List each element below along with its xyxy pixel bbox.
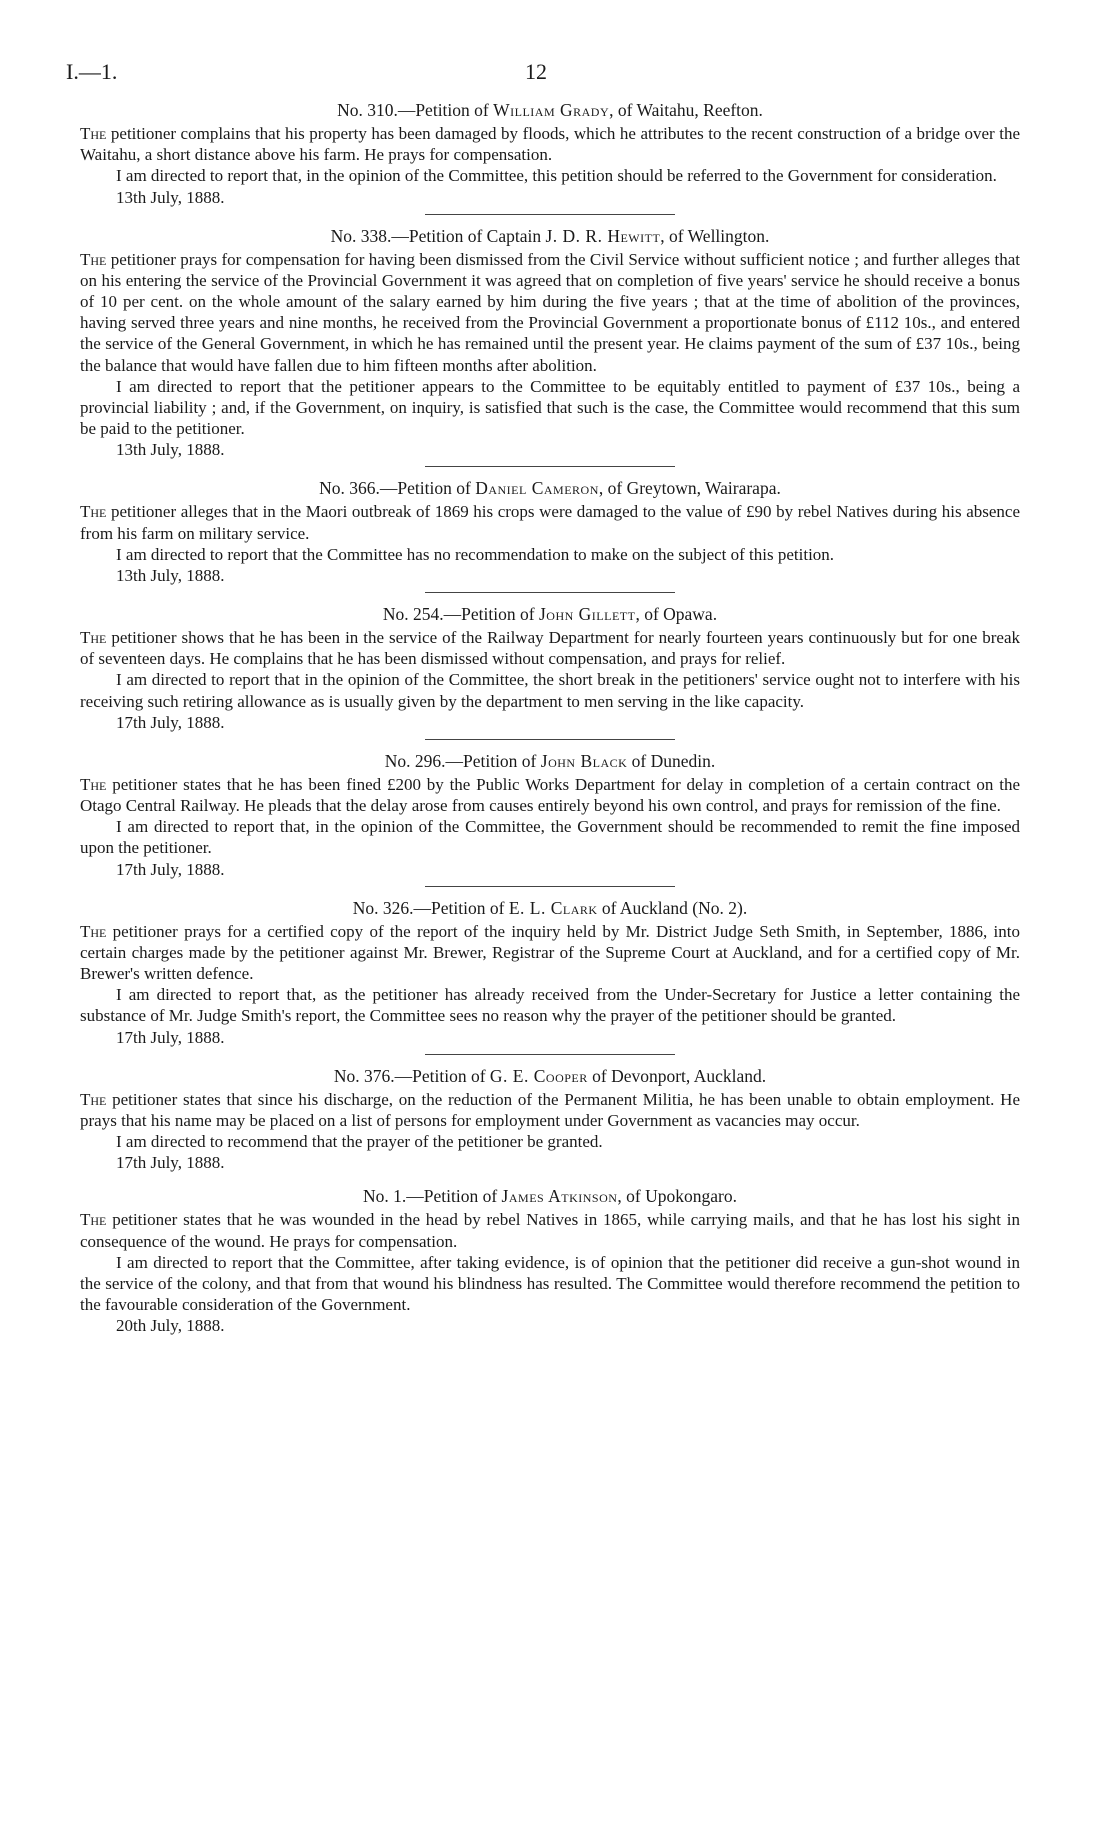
petition-title: [80, 477, 1020, 499]
petition-body-lead: The: [80, 1089, 107, 1109]
petitioner-name: Daniel Cameron: [475, 478, 599, 499]
petition-date: 20th July, 1888.: [116, 1316, 225, 1336]
petition-body-text: petitioner complains that his property has been damaged by floods, which he attributes to the recent construction of a bridge over the Waitahu, a short distance above his farm. He prays for compensation.: [80, 124, 1020, 165]
petition-296: [80, 750, 1020, 887]
petition-body-text: petitioner prays for a certified copy of the report of the inquiry held by Mr. District Judge Seth Smith, in September, 1886, into certain charges made by the petitioner against Mr. Brewer, Registrar of the Supreme Court at Auckland, and for a certified copy of Mr. Brewer's written defence.: [80, 921, 1020, 984]
petition-title: [80, 603, 1020, 625]
section-divider: [425, 1054, 675, 1055]
petition-body-lead: The: [80, 124, 107, 143]
petition-366: [80, 477, 1020, 593]
petition-title-suffix: , of Greytown, Wairarapa.: [598, 478, 781, 499]
petition-date: 17th July, 1888.: [116, 1153, 225, 1173]
section-divider: [425, 214, 675, 215]
petition-title-prefix: No. 366.—Petition of: [319, 478, 476, 499]
section-divider: [425, 886, 675, 887]
petitioner-name: John Gillett: [538, 604, 636, 625]
petition-title-suffix: , of Opawa.: [635, 604, 718, 625]
petitioner-name: G. E. Cooper: [489, 1065, 588, 1086]
petition-body-lead: The: [80, 628, 107, 648]
petition-title: [80, 225, 1020, 247]
committee-report: I am directed to report that the Committee, after taking evidence, is of opinion that the petitioner did receive a gun-shot wound in the service of the colony, and that from that wound his blindness has resulted. The Committee would therefore recommend the petition to the favourable consideration of the Government.: [80, 1252, 1020, 1315]
petition-254: [80, 603, 1020, 740]
petition-body-text: petitioner states that since his discharge, on the reduction of the Permanent Militia, he has been unable to obtain employment. He prays that his name may be placed on a list of persons for employment under Government as vacancies may occur.: [80, 1089, 1020, 1130]
petition-body: [80, 1209, 1020, 1251]
petition-date: 13th July, 1888.: [116, 566, 225, 586]
petition-body-lead: The: [80, 249, 107, 269]
section-divider: [425, 739, 675, 740]
petition-body: [80, 123, 1020, 165]
petition-body-lead: The: [80, 502, 107, 522]
petition-title-prefix: No. 254.—Petition of: [382, 604, 539, 625]
committee-report: I am directed to report that, in the opinion of the Committee, the Government should be recommended to remit the fine imposed upon the petitioner.: [80, 817, 1020, 858]
petition-body: [80, 249, 1020, 376]
petition-body-text: petitioner shows that he has been in the service of the Railway Department for nearly fourteen years continuously but for one break of seventeen days. He complains that he has been dismissed without compensation, and prays for relief.: [80, 628, 1020, 669]
committee-report: I am directed to report that, as the petitioner has already received from the Under-Secretary for Justice a letter containing the substance of Mr. Judge Smith's report, the Committee sees no reason why the prayer of the petitioner should be granted.: [80, 985, 1020, 1026]
petition-title: [80, 99, 1020, 121]
petitioner-name: William Grady: [493, 100, 610, 120]
petition-body-text: petitioner states that he has been fined £200 by the Public Works Department for delay in completion of a certain contract on the Otago Central Railway. He pleads that the delay arose from causes entirely beyond his own control, and prays for remission of the fine.: [80, 774, 1020, 816]
petition-title: [80, 750, 1020, 772]
petition-body-text: petitioner alleges that in the Maori outbreak of 1869 his crops were damaged to the value of £90 by rebel Natives during his absence from his farm on military service.: [80, 502, 1020, 543]
petition-326: [80, 897, 1020, 1055]
petition-body: [80, 921, 1020, 985]
petition-title: [80, 1065, 1020, 1087]
petition-title-prefix: No. 296.—Petition of: [384, 750, 541, 771]
petition-date: 13th July, 1888.: [116, 440, 225, 460]
petition-title-suffix: , of Waitahu, Reefton.: [609, 100, 763, 120]
petition-date: 17th July, 1888.: [116, 859, 225, 879]
committee-report: I am directed to report that, in the opinion of the Committee, this petition should be referred to the Government for consideration.: [116, 166, 997, 186]
petition-date: 13th July, 1888.: [116, 187, 225, 207]
petition-title-prefix: No. 1.—Petition of: [363, 1186, 502, 1207]
committee-report: I am directed to report that the petitioner appears to the Committee to be equitably entitled to payment of £37 10s., being a provincial liability ; and, if the Government, on inquiry, is satisfied that such is the case, the Committee would recommend that this sum be paid to the petitioner.: [80, 376, 1020, 439]
page-number: 12: [525, 59, 547, 84]
petition-body-lead: The: [80, 774, 107, 794]
document-reference: I.—1.: [66, 59, 118, 84]
section-divider: [425, 466, 675, 467]
petition-body: [80, 627, 1020, 669]
committee-report: I am directed to report that in the opinion of the Committee, the short break in the petitioners' service ought not to interfere with his receiving such retiring allowance as is usually given by the department to men serving in the like capacity.: [80, 670, 1020, 711]
petition-title: [80, 1185, 1020, 1207]
petitioner-name: John Black: [540, 750, 628, 771]
petition-date: 17th July, 1888.: [116, 1027, 225, 1047]
petition-title-prefix: No. 326.—Petition of: [352, 897, 509, 918]
petitioner-name: E. L. Clark: [508, 897, 598, 918]
petition-body-lead: The: [80, 1210, 107, 1230]
petition-title-suffix: of Devonport, Auckland.: [587, 1065, 767, 1086]
petition-title-suffix: , of Wellington.: [660, 225, 770, 246]
petition-1: [80, 1185, 1020, 1336]
petition-title-suffix: of Auckland (No. 2).: [597, 897, 748, 918]
document-page: [66, 55, 1020, 1336]
petition-title-suffix: of Dunedin.: [627, 750, 716, 771]
page-header: [66, 55, 1020, 93]
petitioner-name: James Atkinson: [501, 1186, 618, 1207]
petition-title-prefix: No. 376.—Petition of: [333, 1065, 490, 1086]
committee-report: I am directed to report that the Committee has no recommendation to make on the subject of this petition.: [116, 544, 835, 564]
petition-338: [80, 225, 1020, 468]
petition-376: [80, 1065, 1020, 1174]
petition-310: [80, 99, 1020, 215]
petitioner-name: J. D. R. Hewitt: [545, 225, 661, 246]
section-divider: [425, 592, 675, 593]
petition-body-lead: The: [80, 921, 107, 941]
petition-body-text: petitioner prays for compensation for having been dismissed from the Civil Service without sufficient notice ; and further alleges that on his entering the service of the Provincial Government it was agreed that on completion of five years' service he should receive a bonus of 10 per cent. on the whole amount of the salary earned by him during the five years ; that at the time of abolition of the provinces, having served three years and nine months, he received from the Provincial Government a proportionate bonus of £112 10s., and entered the service of the General Government, in which he has remained until the present year. He claims payment of the sum of £37 10s., being the balance that would have fallen due to him fifteen months after abolition.: [80, 249, 1020, 375]
committee-report: I am directed to recommend that the prayer of the petitioner be granted.: [116, 1132, 603, 1152]
petition-body-text: petitioner states that he was wounded in the head by rebel Natives in 1865, while carrying mails, and that he has lost his sight in consequence of the wound. He prays for compensation.: [80, 1210, 1020, 1251]
petition-body: [80, 501, 1020, 543]
petition-title-suffix: , of Upokongaro.: [617, 1186, 737, 1207]
petition-title-prefix: No. 338.—Petition of Captain: [330, 225, 546, 246]
petition-date: 17th July, 1888.: [116, 712, 225, 732]
petition-title-prefix: No. 310.—Petition of: [337, 100, 494, 120]
petition-title: [80, 897, 1020, 919]
petition-body: [80, 774, 1020, 816]
petition-body: [80, 1089, 1020, 1131]
